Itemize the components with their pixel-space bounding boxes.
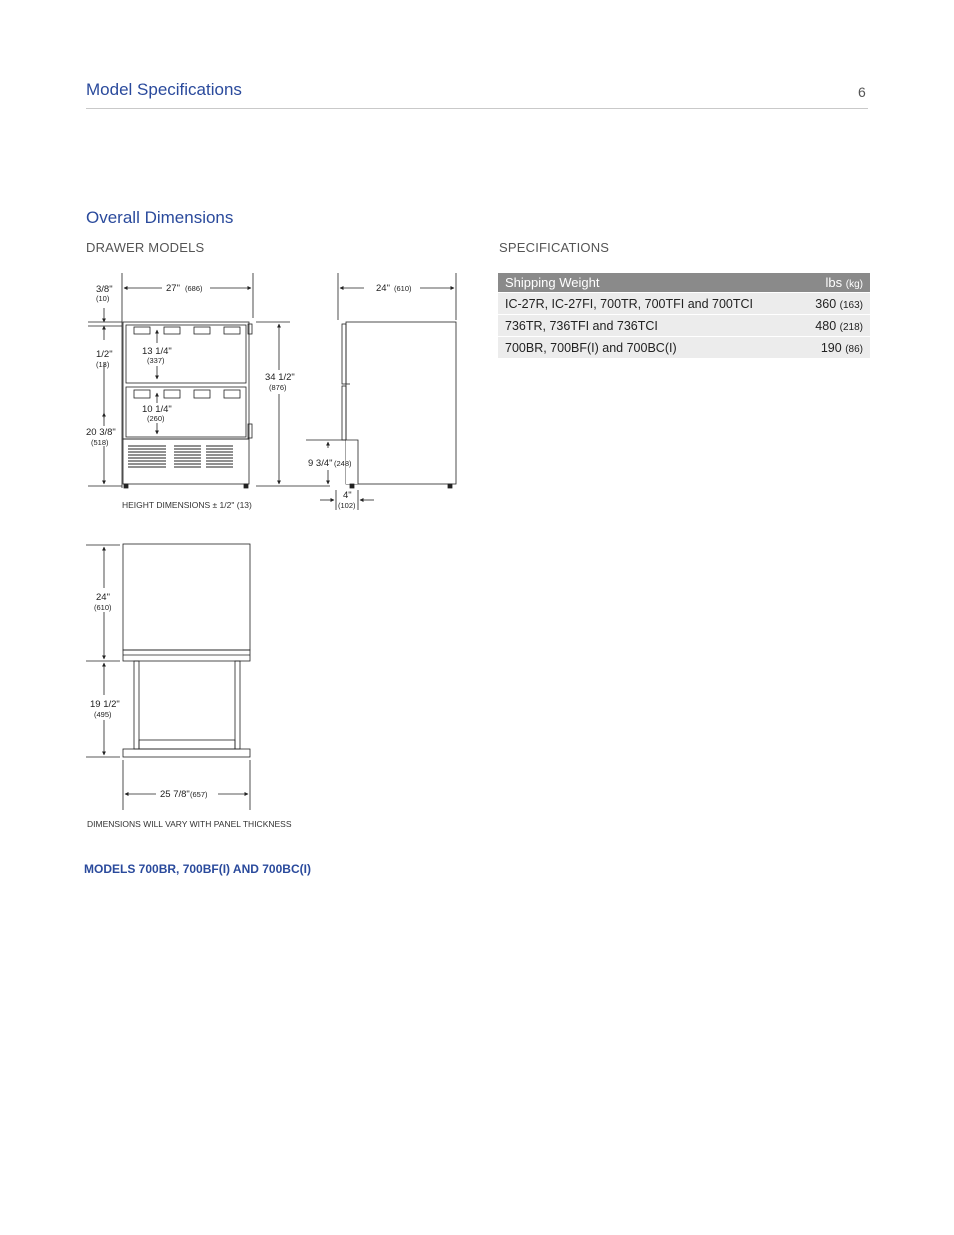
svg-text:(610): (610) — [394, 284, 412, 293]
shipping-weight-table — [498, 273, 870, 358]
toe-kick-depth-dimension: 4" — [343, 490, 352, 501]
table-cell-weight: 190 (86) — [799, 337, 870, 359]
models-caption: MODELS 700BR, 700BF(I) AND 700BC(I) — [84, 862, 311, 876]
weight-unit-header: lbs (kg) — [799, 273, 870, 293]
cutout-width-dimension: 25 7/8" — [160, 789, 190, 800]
base-height-dimension: 20 3/8" — [86, 427, 116, 438]
height-tolerance-note: HEIGHT DIMENSIONS ± 1/2" (13) — [122, 500, 252, 510]
drawer-elevation-diagram — [80, 268, 470, 518]
svg-text:(518): (518) — [91, 438, 109, 447]
svg-text:(10): (10) — [96, 294, 110, 303]
table-cell-models: 736TR, 736TFI and 736TCI — [498, 315, 799, 337]
svg-text:(876): (876) — [269, 383, 287, 392]
width-dimension: 27" — [166, 283, 180, 294]
table-cell-models: IC-27R, IC-27FI, 700TR, 700TFI and 700TCI — [498, 293, 799, 315]
page-title: Model Specifications — [86, 80, 242, 99]
svg-text:(610): (610) — [94, 603, 112, 612]
table-cell-weight: 360 (163) — [799, 293, 870, 315]
svg-text:(337): (337) — [147, 356, 165, 365]
table-row — [498, 315, 870, 337]
svg-text:(495): (495) — [94, 710, 112, 719]
table-cell-weight: 480 (218) — [799, 315, 870, 337]
panel-thickness-note: DIMENSIONS WILL VARY WITH PANEL THICKNESS — [87, 819, 292, 829]
header-divider — [86, 108, 868, 109]
cutout-height-dimension: 19 1/2" — [90, 699, 120, 710]
specifications-heading: SPECIFICATIONS — [499, 240, 610, 255]
cutout-diagram — [80, 540, 270, 815]
svg-text:(13): (13) — [96, 360, 110, 369]
svg-text:(248): (248) — [334, 459, 352, 468]
drawer1-height-dimension: 13 1/4" — [142, 346, 172, 357]
page-number: 6 — [858, 84, 866, 100]
drawer-models-heading: DRAWER MODELS — [86, 240, 205, 255]
table-header-row — [498, 273, 870, 293]
svg-text:(657): (657) — [190, 790, 208, 799]
shipping-weight-header: Shipping Weight — [498, 273, 799, 293]
drawer2-height-dimension: 10 1/4" — [142, 404, 172, 415]
section-title: Overall Dimensions — [86, 208, 234, 227]
svg-text:(102): (102) — [338, 501, 356, 510]
panel-gap-dimension: 1/2" — [96, 349, 113, 360]
table-row — [498, 337, 870, 359]
svg-text:(686): (686) — [185, 284, 203, 293]
table-cell-models: 700BR, 700BF(I) and 700BC(I) — [498, 337, 799, 359]
depth-dimension: 24" — [376, 283, 390, 294]
svg-text:(260): (260) — [147, 414, 165, 423]
overall-height-dimension: 34 1/2" — [265, 372, 295, 383]
toe-kick-height-dimension: 9 3/4" — [308, 458, 333, 469]
table-row — [498, 293, 870, 315]
top-gap-dimension: 3/8" — [96, 284, 113, 295]
cutout-depth-dimension: 24" — [96, 592, 110, 603]
